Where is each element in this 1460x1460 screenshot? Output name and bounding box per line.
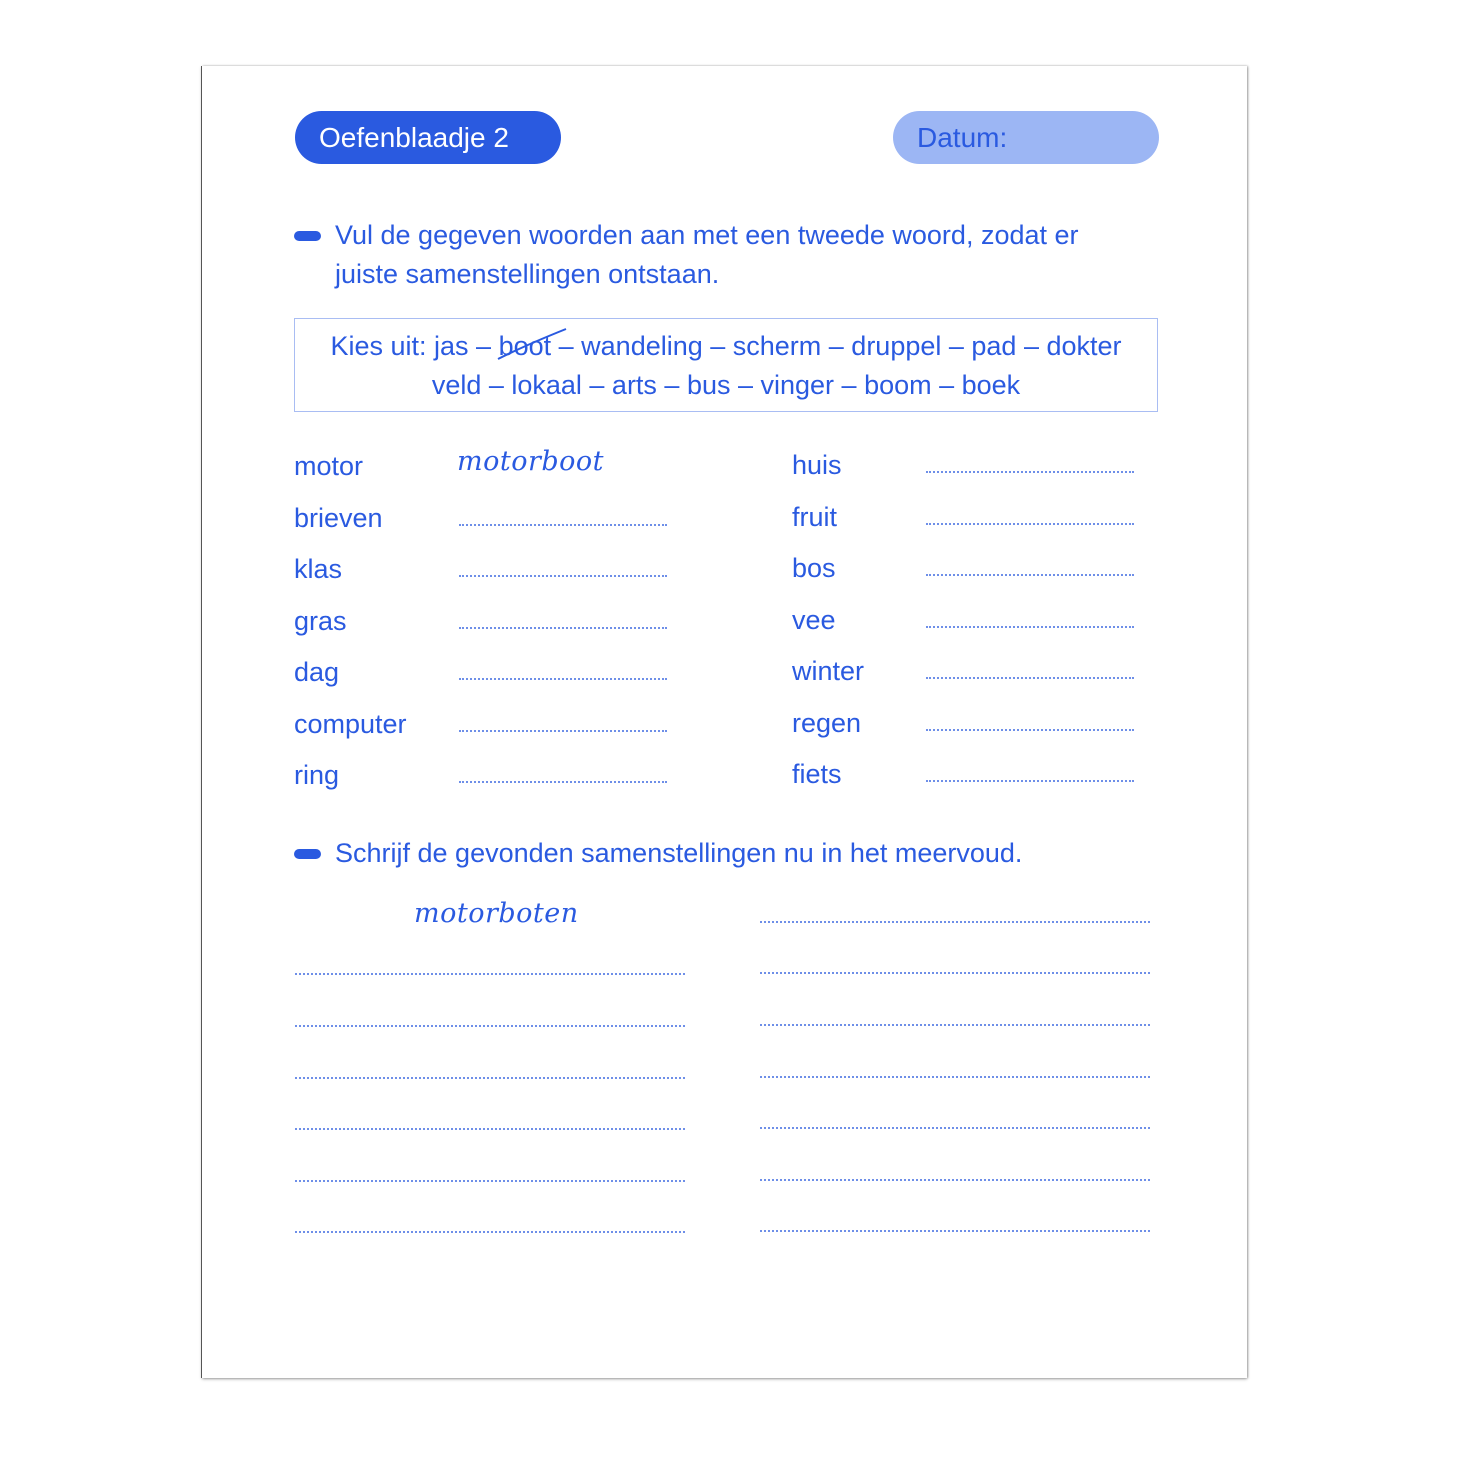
plural-answer-line[interactable] [295,1077,685,1079]
left-word: motor [294,451,364,481]
word-choice-line-2: veld – lokaal – arts – bus – vinger – boom – boek [431,370,1021,400]
word-choice-rest: – wandeling – scherm – druppel – pad – dokter [558,331,1122,361]
exercise1-instruction [335,216,1079,294]
handwritten-plural-answer: motorboten [414,898,579,929]
worksheet-page [202,66,1247,1378]
struck-word [499,327,552,366]
answer-line[interactable] [459,524,667,526]
exercise2-instruction: Schrijf de gevonden samenstellingen nu in het meervoud. [335,838,1023,868]
bullet-icon [294,231,321,241]
right-word: regen [792,708,862,738]
answer-line[interactable] [926,574,1134,576]
plural-answer-line[interactable] [295,1231,685,1233]
answer-line[interactable] [926,626,1134,628]
plural-answer-line[interactable] [760,972,1150,974]
plural-answer-line[interactable] [295,1128,685,1130]
struck-word-text: boot [498,331,552,361]
left-word: gras [294,606,347,636]
left-word: computer [294,709,407,739]
left-word: ring [294,760,340,790]
word-choice-line [295,327,1157,366]
answer-line[interactable] [926,780,1134,782]
right-word: winter [792,656,865,686]
left-word: klas [294,554,343,584]
plural-answer-line[interactable] [295,1025,685,1027]
answer-line[interactable] [926,677,1134,679]
plural-answer-line[interactable] [760,921,1150,923]
handwritten-answer: motorboot [457,446,605,477]
bullet-icon [294,849,321,859]
answer-line[interactable] [459,678,667,680]
answer-line[interactable] [459,627,667,629]
plural-answer-line[interactable] [760,1024,1150,1026]
right-word: bos [792,553,836,583]
answer-line[interactable] [459,575,667,577]
instruction-line: Vul de gegeven woorden aan met een tweede woord, zodat er [335,220,1079,250]
date-field[interactable]: Datum: [893,111,1159,164]
plural-answer-line[interactable] [295,1180,685,1182]
right-word: huis [792,450,842,480]
plural-answer-line[interactable] [295,973,685,975]
left-word: brieven [294,503,383,533]
worksheet-title: Oefenblaadje 2 [295,111,561,164]
plural-answer-line[interactable] [760,1076,1150,1078]
plural-answer-line[interactable] [760,1127,1150,1129]
word-choice-prefix: Kies uit: jas – [330,331,492,361]
right-word: fiets [792,759,842,789]
plural-answer-line[interactable] [760,1230,1150,1232]
answer-line[interactable] [459,781,667,783]
right-word: fruit [792,502,838,532]
right-word: vee [792,605,836,635]
instruction-line: juiste samenstellingen ontstaan. [335,259,720,289]
answer-line[interactable] [926,523,1134,525]
answer-line[interactable] [459,730,667,732]
answer-line[interactable] [926,471,1134,473]
plural-answer-line[interactable] [760,1179,1150,1181]
strike-through-mark [496,327,570,363]
answer-line[interactable] [926,729,1134,731]
word-choice-box [294,318,1158,412]
left-word: dag [294,657,340,687]
